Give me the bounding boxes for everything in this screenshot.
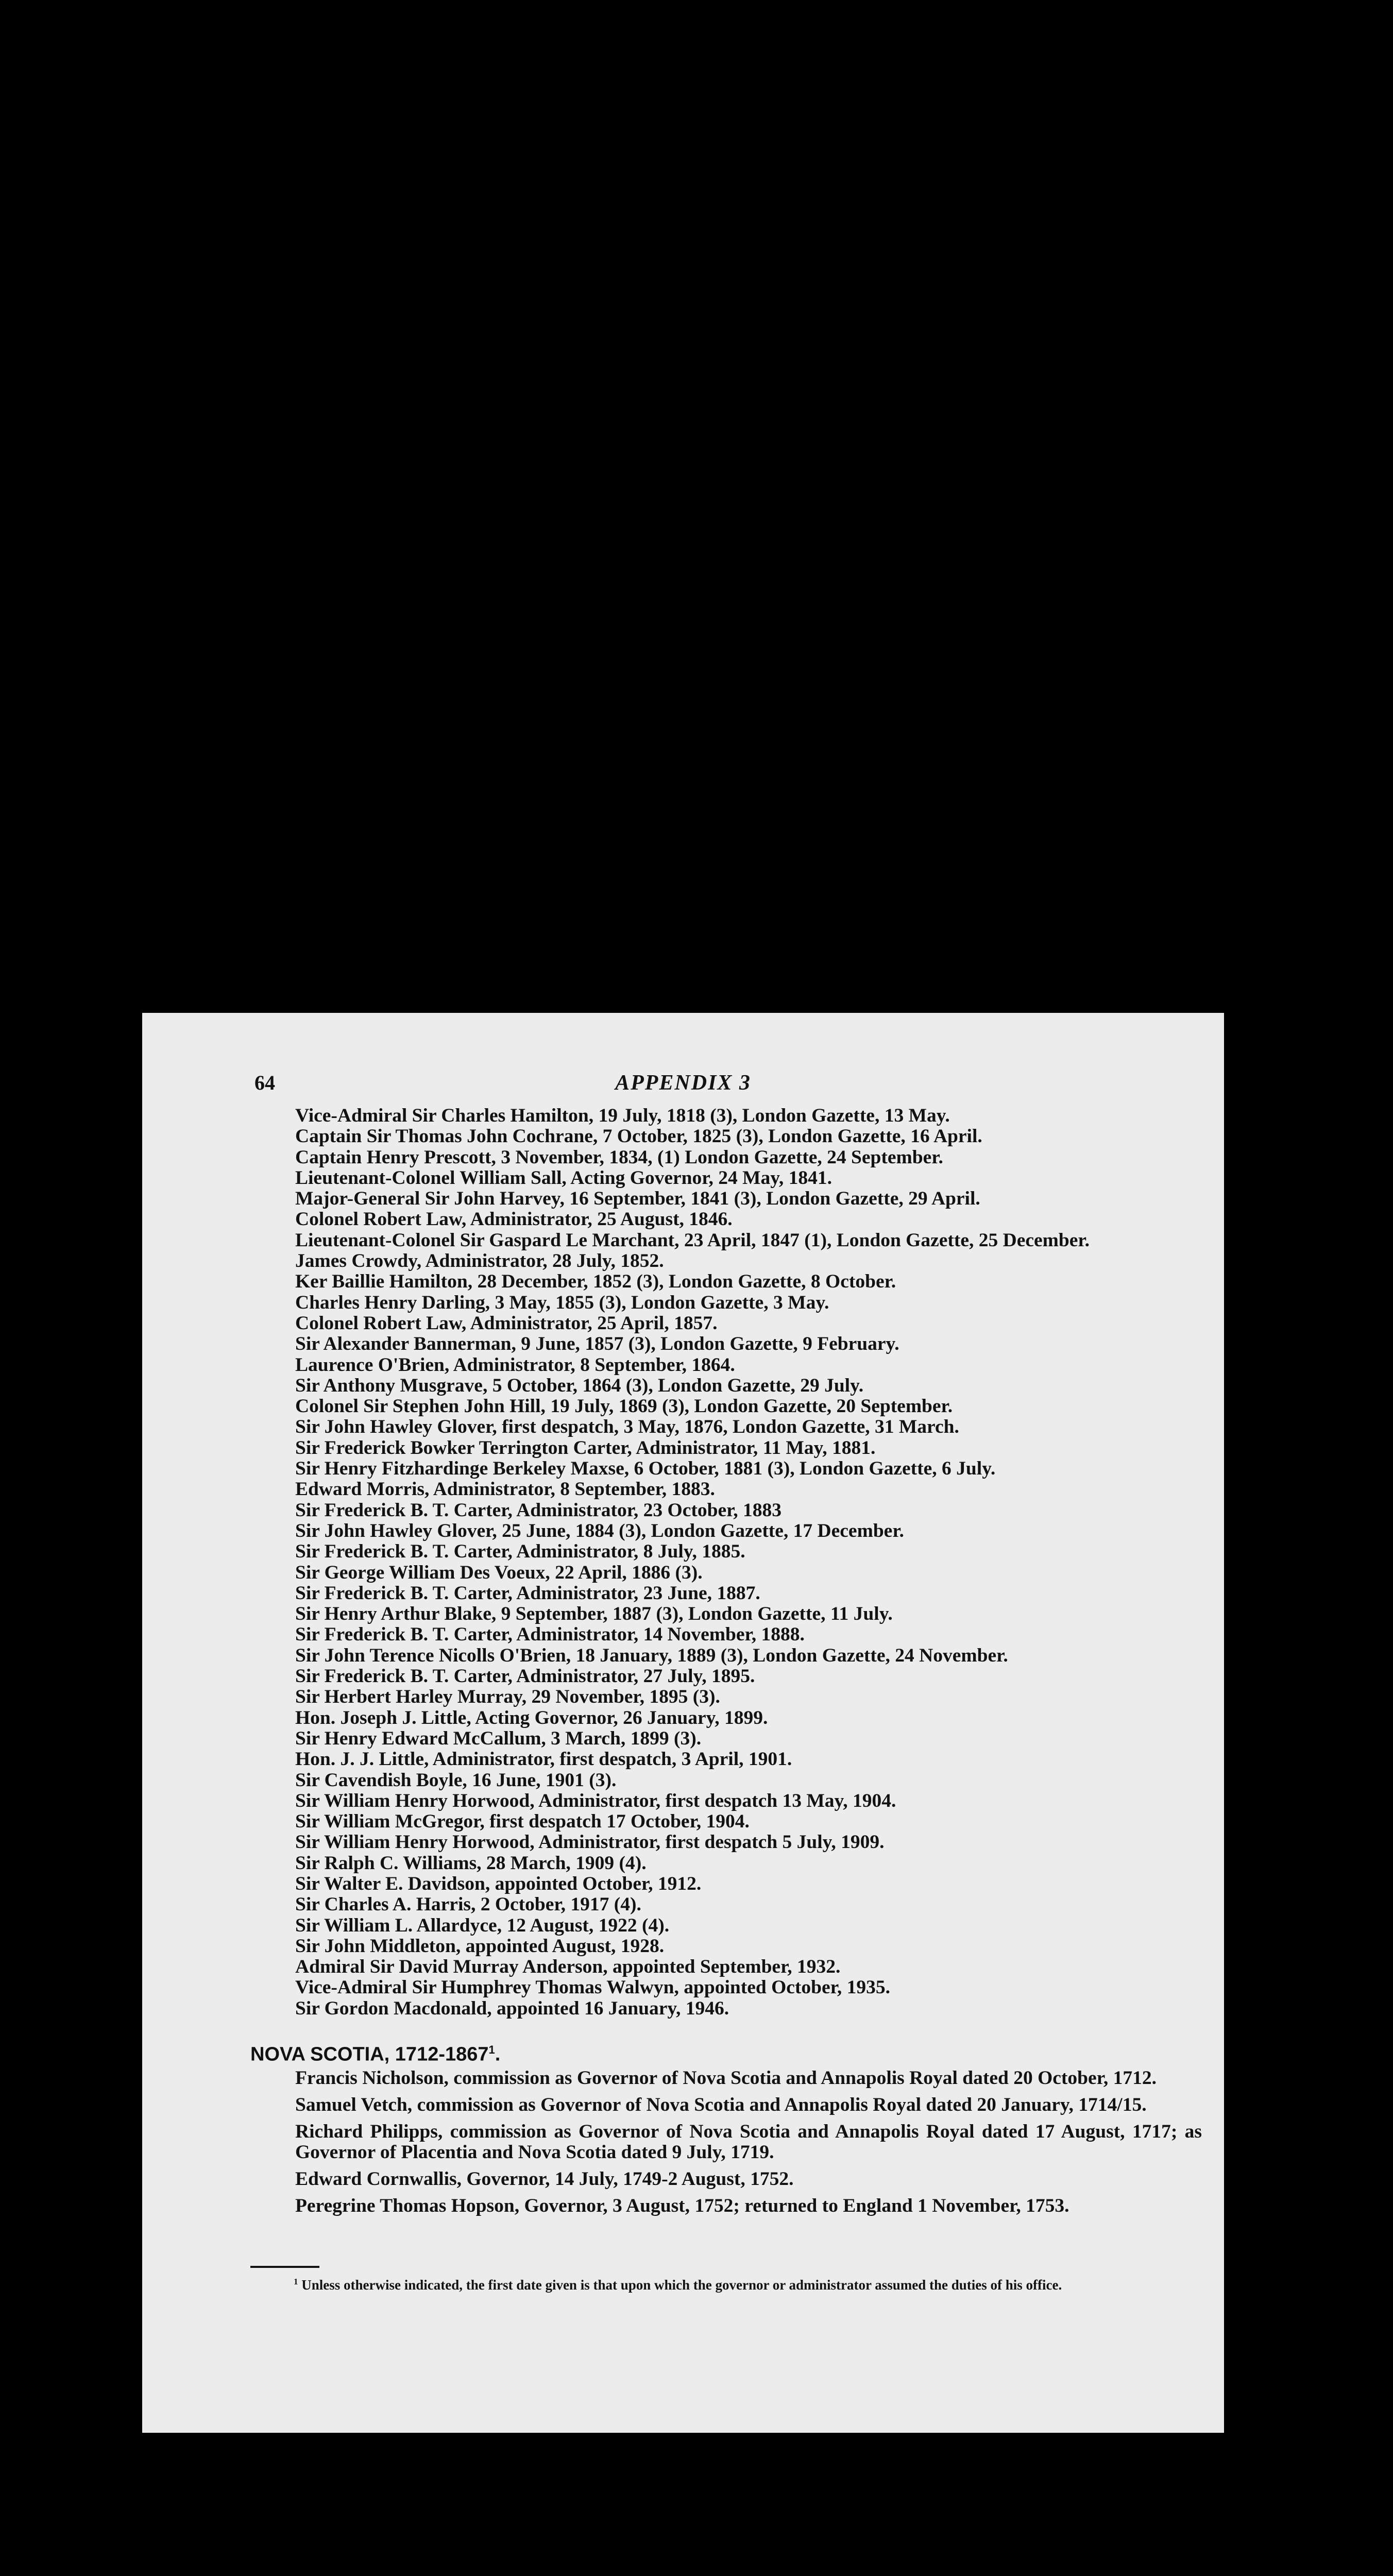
list-item: Sir John Terence Nicolls O'Brien, 18 January, 1889 (3), London Gazette, 24 November. xyxy=(295,1645,1008,1666)
list-item: Sir John Hawley Glover, first despatch, 3 May, 1876, London Gazette, 31 March. xyxy=(295,1416,959,1438)
footnote-marker: 1 xyxy=(294,2277,298,2286)
list-item: Samuel Vetch, commission as Governor of Nova Scotia and Annapolis Royal dated 20 January, 1714/15. xyxy=(295,2094,1147,2115)
list-item: Francis Nicholson, commission as Governor of Nova Scotia and Annapolis Royal dated 20 October, 1712. xyxy=(295,2067,1157,2089)
list-item: Lieutenant-Colonel Sir Gaspard Le Marchant, 23 April, 1847 (1), London Gazette, 25 December. xyxy=(295,1229,1090,1251)
list-item: Captain Henry Prescott, 3 November, 1834, (1) London Gazette, 24 September. xyxy=(295,1146,943,1168)
list-item: Sir Frederick B. T. Carter, Administrator, 23 October, 1883 xyxy=(295,1499,782,1521)
list-item: Richard Philipps, commission as Governor of Nova Scotia and Annapolis Royal dated 17 August, 1717; as Governor of Placentia and Nova Scotia dated 9 July, 1719. xyxy=(295,2121,1202,2163)
list-item: Admiral Sir David Murray Anderson, appointed September, 1932. xyxy=(295,1956,841,1978)
list-item: Sir William McGregor, first despatch 17 October, 1904. xyxy=(295,1811,750,1833)
list-item: Peregrine Thomas Hopson, Governor, 3 August, 1752; returned to England 1 November, 1753. xyxy=(295,2195,1069,2216)
footnote-text: Unless otherwise indicated, the first date given is that upon which the governor or administrator assumed the duties of his office. xyxy=(301,2277,1062,2293)
list-item: Sir Henry Edward McCallum, 3 March, 1899 (3). xyxy=(295,1727,702,1749)
list-item: Sir Walter E. Davidson, appointed October, 1912. xyxy=(295,1873,702,1894)
list-item: Sir William Henry Horwood, Administrator, first despatch 13 May, 1904. xyxy=(295,1790,896,1811)
list-item: Sir Frederick B. T. Carter, Administrator, 23 June, 1887. xyxy=(295,1582,760,1604)
list-item: Sir Gordon Macdonald, appointed 16 January, 1946. xyxy=(295,1997,729,2019)
list-item: Vice-Admiral Sir Charles Hamilton, 19 July, 1818 (3), London Gazette, 13 May. xyxy=(295,1105,950,1126)
list-item: Captain Sir Thomas John Cochrane, 7 October, 1825 (3), London Gazette, 16 April. xyxy=(295,1126,982,1147)
list-item: Sir Frederick B. T. Carter, Administrator, 14 November, 1888. xyxy=(295,1624,805,1646)
list-item: Lieutenant-Colonel William Sall, Acting Governor, 24 May, 1841. xyxy=(295,1167,833,1189)
list-item: Sir Henry Arthur Blake, 9 September, 1887 (3), London Gazette, 11 July. xyxy=(295,1603,893,1625)
list-item: Sir Anthony Musgrave, 5 October, 1864 (3), London Gazette, 29 July. xyxy=(295,1375,864,1396)
list-item: Colonel Robert Law, Administrator, 25 August, 1846. xyxy=(295,1209,733,1230)
list-item: Colonel Sir Stephen John Hill, 19 July, 1869 (3), London Gazette, 20 September. xyxy=(295,1396,953,1417)
governor-list xyxy=(295,1106,1192,2019)
list-item: Edward Cornwallis, Governor, 14 July, 1749-2 August, 1752. xyxy=(295,2168,794,2190)
list-item: Sir Frederick B. T. Carter, Administrator, 27 July, 1895. xyxy=(295,1666,755,1687)
list-item: Edward Morris, Administrator, 8 September, 1883. xyxy=(295,1479,715,1500)
list-item: Sir Henry Fitzhardinge Berkeley Maxse, 6 October, 1881 (3), London Gazette, 6 July. xyxy=(295,1458,996,1480)
list-item: Sir Cavendish Boyle, 16 June, 1901 (3). xyxy=(295,1769,617,1791)
list-item: Ker Baillie Hamilton, 28 December, 1852 (3), London Gazette, 8 October. xyxy=(295,1271,896,1293)
list-item: Sir Frederick Bowker Terrington Carter, Administrator, 11 May, 1881. xyxy=(295,1437,876,1459)
section-heading-nova-scotia xyxy=(250,2037,500,2067)
list-item: Vice-Admiral Sir Humphrey Thomas Walwyn, appointed October, 1935. xyxy=(295,1977,890,1998)
list-item: Sir Ralph C. Williams, 28 March, 1909 (4). xyxy=(295,1852,647,1874)
list-item: Charles Henry Darling, 3 May, 1855 (3), London Gazette, 3 May. xyxy=(295,1292,829,1313)
page-number: 64 xyxy=(254,1071,275,1094)
heading-period: . xyxy=(495,2043,501,2065)
list-item: Sir John Middleton, appointed August, 1928. xyxy=(295,1935,665,1957)
running-title: APPENDIX 3 xyxy=(615,1071,751,1095)
page-header xyxy=(142,1069,1224,1097)
list-item: James Crowdy, Administrator, 28 July, 1852. xyxy=(295,1250,664,1272)
list-item: Major-General Sir John Harvey, 16 September, 1841 (3), London Gazette, 29 April. xyxy=(295,1188,980,1210)
list-item: Sir Alexander Bannerman, 9 June, 1857 (3), London Gazette, 9 February. xyxy=(295,1333,899,1355)
list-item: Sir William L. Allardyce, 12 August, 1922 (4). xyxy=(295,1914,670,1936)
footnote xyxy=(250,2273,1198,2294)
list-item: Hon. J. J. Little, Administrator, first despatch, 3 April, 1901. xyxy=(295,1749,792,1770)
nova-scotia-list xyxy=(295,2068,1202,2223)
list-item: Sir John Hawley Glover, 25 June, 1884 (3), London Gazette, 17 December. xyxy=(295,1520,904,1541)
list-item: Sir Herbert Harley Murray, 29 November, 1895 (3). xyxy=(295,1686,720,1708)
section-heading-text: NOVA SCOTIA, 1712-1867 xyxy=(250,2043,489,2065)
list-item: Sir George William Des Voeux, 22 April, 1886 (3). xyxy=(295,1562,703,1583)
list-item: Laurence O'Brien, Administrator, 8 September, 1864. xyxy=(295,1354,735,1376)
list-item: Sir Frederick B. T. Carter, Administrator, 8 July, 1885. xyxy=(295,1541,745,1563)
document-page xyxy=(142,1013,1224,2433)
list-item: Hon. Joseph J. Little, Acting Governor, 26 January, 1899. xyxy=(295,1707,768,1728)
list-item: Sir William Henry Horwood, Administrator, first despatch 5 July, 1909. xyxy=(295,1832,885,1853)
footnote-rule xyxy=(250,2266,319,2268)
footnote-reference: 1 xyxy=(488,2043,495,2056)
list-item: Sir Charles A. Harris, 2 October, 1917 (4). xyxy=(295,1894,641,1916)
list-item: Colonel Robert Law, Administrator, 25 April, 1857. xyxy=(295,1312,718,1334)
